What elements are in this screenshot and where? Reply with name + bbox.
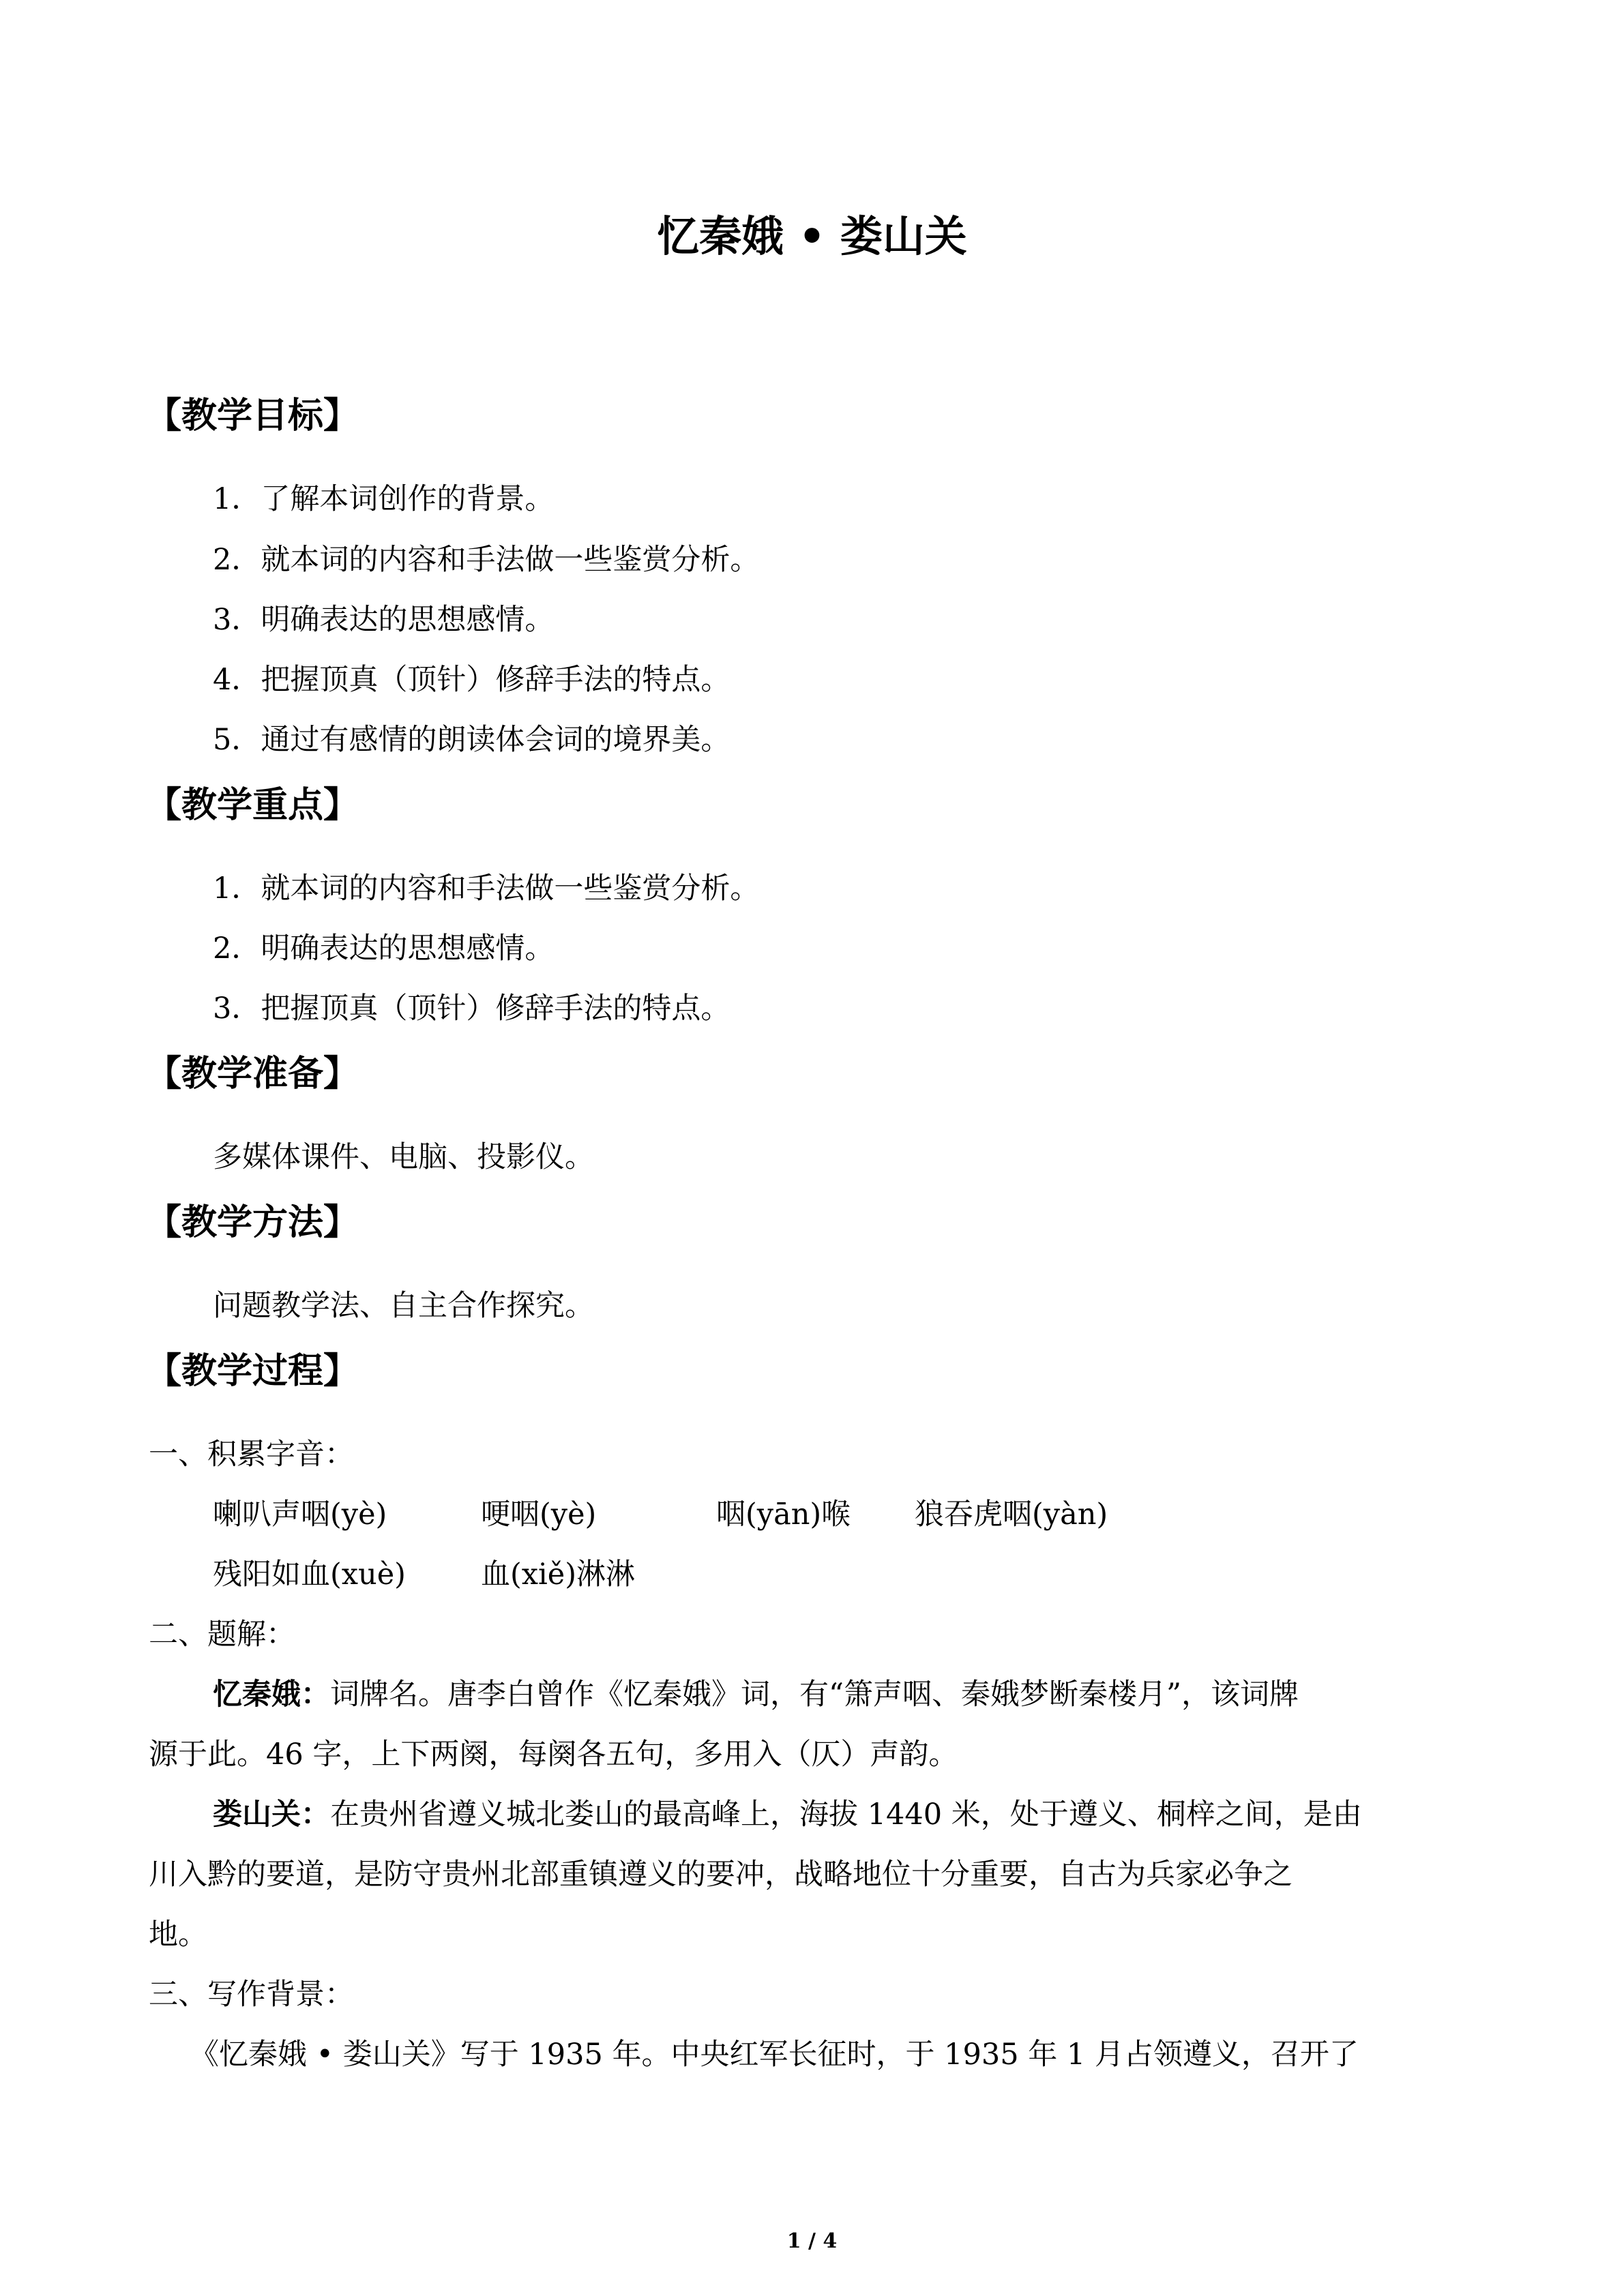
- key-point-item-2: 2．明确表达的思想感情。: [213, 931, 555, 966]
- process-part2-label: 二、题解：: [149, 1617, 295, 1652]
- pronunciation-item: 喇叭声咽(yè): [213, 1497, 387, 1532]
- loushan-lead: 娄山关：: [213, 1798, 330, 1832]
- yiqine-text-2: 源于此。46 字，上下两阕，每阕各五句，多用入（仄）声韵。: [149, 1738, 958, 1772]
- preparation-text: 多媒体课件、电脑、投影仪。: [213, 1140, 594, 1174]
- background-text-1: 《忆秦娥 • 娄山关》写于 1935 年。中央红军长征时，于 1935 年 1 月占领遵义，召开了: [190, 2038, 1359, 2072]
- heading-preparation: 【教学准备】: [146, 1054, 359, 1094]
- pronunciation-item: 血(xiě)淋淋: [481, 1557, 636, 1592]
- loushan-text-3: 地。: [149, 1918, 207, 1952]
- page-number: 1 / 4: [786, 2229, 838, 2253]
- heading-key-points: 【教学重点】: [146, 785, 359, 826]
- yiqine-text-1: 词牌名。唐李白曾作《忆秦娥》词，有“箫声咽、秦娥梦断秦楼月”，该词牌: [330, 1678, 1299, 1712]
- loushan-paragraph-line1: [213, 1800, 1362, 1830]
- pronunciation-item: 狼吞虎咽(yàn): [915, 1497, 1108, 1532]
- goal-item-1: 1．了解本词创作的背景。: [213, 482, 555, 516]
- goal-item-5: 5．通过有感情的朗读体会词的境界美。: [213, 723, 730, 757]
- page-title: 忆秦娥 • 娄山关: [657, 211, 967, 261]
- heading-method: 【教学方法】: [146, 1202, 359, 1243]
- pronunciation-item: 残阳如血(xuè): [213, 1557, 406, 1592]
- method-text: 问题教学法、自主合作探究。: [213, 1289, 594, 1323]
- goal-item-3: 3．明确表达的思想感情。: [213, 603, 555, 637]
- heading-process: 【教学过程】: [146, 1351, 359, 1392]
- goal-item-4: 4．把握顶真（顶针）修辞手法的特点。: [213, 663, 730, 697]
- loushan-text-2: 川入黔的要道，是防守贵州北部重镇遵义的要冲，战略地位十分重要，自古为兵家必争之: [149, 1858, 1293, 1892]
- pronunciation-item: 哽咽(yè): [481, 1497, 597, 1532]
- heading-teaching-goals: 【教学目标】: [146, 396, 359, 436]
- key-point-item-3: 3．把握顶真（顶针）修辞手法的特点。: [213, 992, 730, 1026]
- key-point-item-1: 1．就本词的内容和手法做一些鉴赏分析。: [213, 871, 760, 906]
- process-part1-label: 一、积累字音：: [149, 1437, 354, 1472]
- pronunciation-item: 咽(yān)喉: [716, 1497, 851, 1532]
- goal-item-2: 2．就本词的内容和手法做一些鉴赏分析。: [213, 543, 760, 577]
- yiqine-paragraph-line1: [213, 1680, 1299, 1710]
- yiqine-lead: 忆秦娥：: [213, 1678, 330, 1712]
- process-part3-label: 三、写作背景：: [149, 1978, 354, 2012]
- loushan-text-1: 在贵州省遵义城北娄山的最高峰上，海拔 1440 米，处于遵义、桐梓之间，是由: [330, 1798, 1362, 1832]
